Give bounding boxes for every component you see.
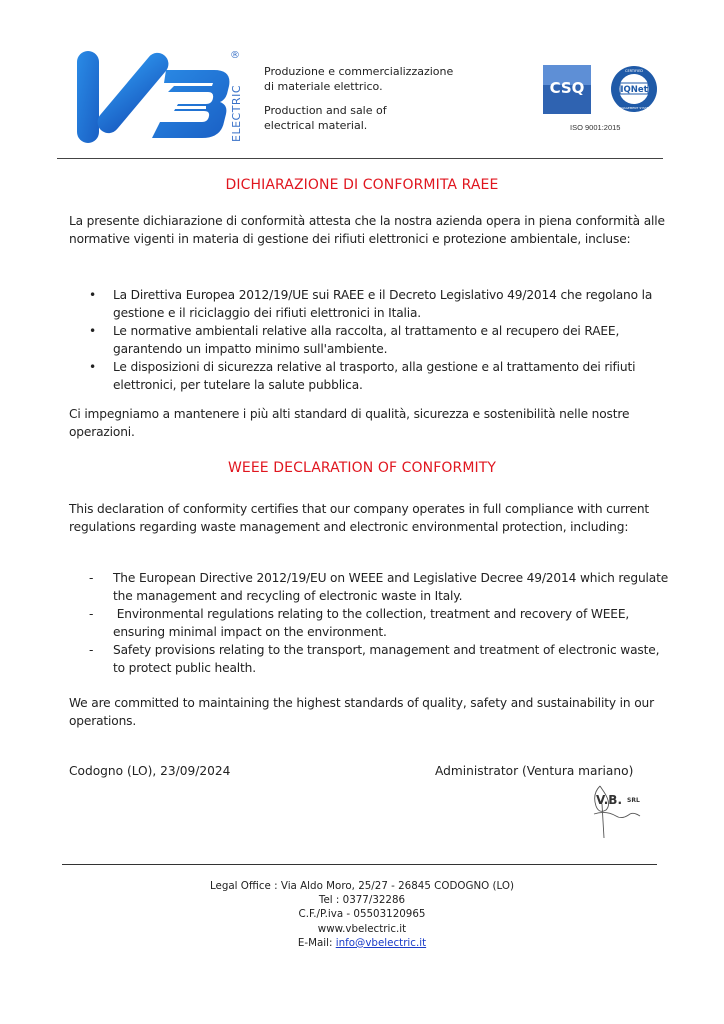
logo-b-shape (152, 70, 229, 138)
list-item: • La Direttiva Europea 2012/19/UE sui RAEE e il Decreto Legislativo 49/2014 che regolano la gestione e il riciclaggio dei rifiuti elettronici in Italia. (89, 288, 653, 320)
list-item: - Safety provisions relating to the transport, management and treatment of electronic waste, to protect public health. (89, 643, 660, 675)
svg-text:CSQ: CSQ (549, 79, 585, 97)
place-and-date: Codogno (LO), 23/09/2024 (69, 764, 231, 778)
company-tagline (264, 64, 453, 142)
logo-pill-vertical (77, 51, 99, 143)
list-italian (69, 286, 669, 394)
svg-text:V.B.: V.B. (596, 793, 623, 807)
bullet-icon: • (89, 324, 97, 338)
legal-address: Legal Office : Via Aldo Moro, 25/27 - 26845 CODOGNO (LO) (209, 880, 515, 892)
svg-text:MANAGEMENT SYSTEM: MANAGEMENT SYSTEM (616, 106, 652, 110)
bullet-icon: • (89, 360, 97, 374)
list-item: - Environmental regulations relating to the collection, treatment and recovery of WEEE, ensuring minimal impact on the environment. (89, 607, 633, 639)
header-divider (57, 158, 663, 159)
tagline-italian: Produzione e commercializzazione di materiale elettrico. (264, 65, 454, 93)
tagline-english: Production and sale of electrical material. (264, 104, 387, 132)
csq-logo-icon (543, 65, 591, 114)
signatory-name: Administrator (Ventura mariano) (435, 764, 634, 778)
closing-italian: Ci impegniamo a mantenere i più alti standard di qualità, sicurezza e sostenibilità nelle nostre operazioni. (69, 407, 630, 439)
iqnet-logo-icon (611, 66, 657, 112)
closing-english: We are committed to maintaining the highest standards of quality, safety and sustainability in our operations. (69, 696, 654, 728)
svg-text:CERTIFIED: CERTIFIED (625, 69, 643, 73)
list-item: - The European Directive 2012/19/EU on WEEE and Legislative Decree 49/2014 which regulate the management and recycling of electronic waste in Italy. (89, 571, 669, 603)
logo-wordmark: ELECTRIC (230, 85, 243, 142)
list-english (69, 569, 669, 677)
email-line: E-Mail: info@vbelectric.it (297, 936, 427, 949)
intro-english: This declaration of conformity certifies that our company operates in full compliance with current regulations regarding waste management and electronic environmental protection, including: (69, 502, 650, 534)
email-link[interactable]: info@vbelectric.it (335, 936, 427, 949)
intro-italian: La presente dichiarazione di conformità attesta che la nostra azienda opera in piena conformità alle normative vigenti in materia di gestione dei rifiuti elettronici e protezione ambientale, incluse: (69, 214, 665, 246)
bullet-icon: • (89, 288, 97, 302)
registered-mark: ® (230, 50, 240, 61)
dash-icon: - (89, 643, 94, 657)
iso-certification-label: ISO 9001:2015 (570, 123, 621, 132)
svg-text:IQNet: IQNet (620, 85, 648, 95)
list-item: • Le disposizioni di sicurezza relative al trasporto, alla gestione e al trattamento dei rifiuti elettronici, per tutelare la salute pubblica. (89, 360, 636, 392)
tax-id: C.F./P.iva - 05503120965 (298, 908, 426, 921)
footer-contact-info (0, 879, 724, 950)
dash-icon: - (89, 607, 94, 621)
telephone: Tel : 0377/32286 (318, 894, 406, 907)
footer-divider (62, 864, 657, 865)
svg-text:SRL: SRL (627, 797, 640, 804)
list-item: • Le normative ambientali relative alla raccolta, al trattamento e al recupero dei RAEE, garantendo un impatto minimo sull'ambiente. (89, 324, 620, 356)
website: www.vbelectric.it (317, 922, 407, 935)
vb-electric-logo (74, 46, 246, 146)
title-italian: DICHIARAZIONE DI CONFORMITA RAEE (225, 177, 499, 193)
dash-icon: - (89, 571, 94, 585)
signature-stamp-icon (582, 780, 652, 840)
title-english: WEEE DECLARATION OF CONFORMITY (227, 460, 497, 476)
